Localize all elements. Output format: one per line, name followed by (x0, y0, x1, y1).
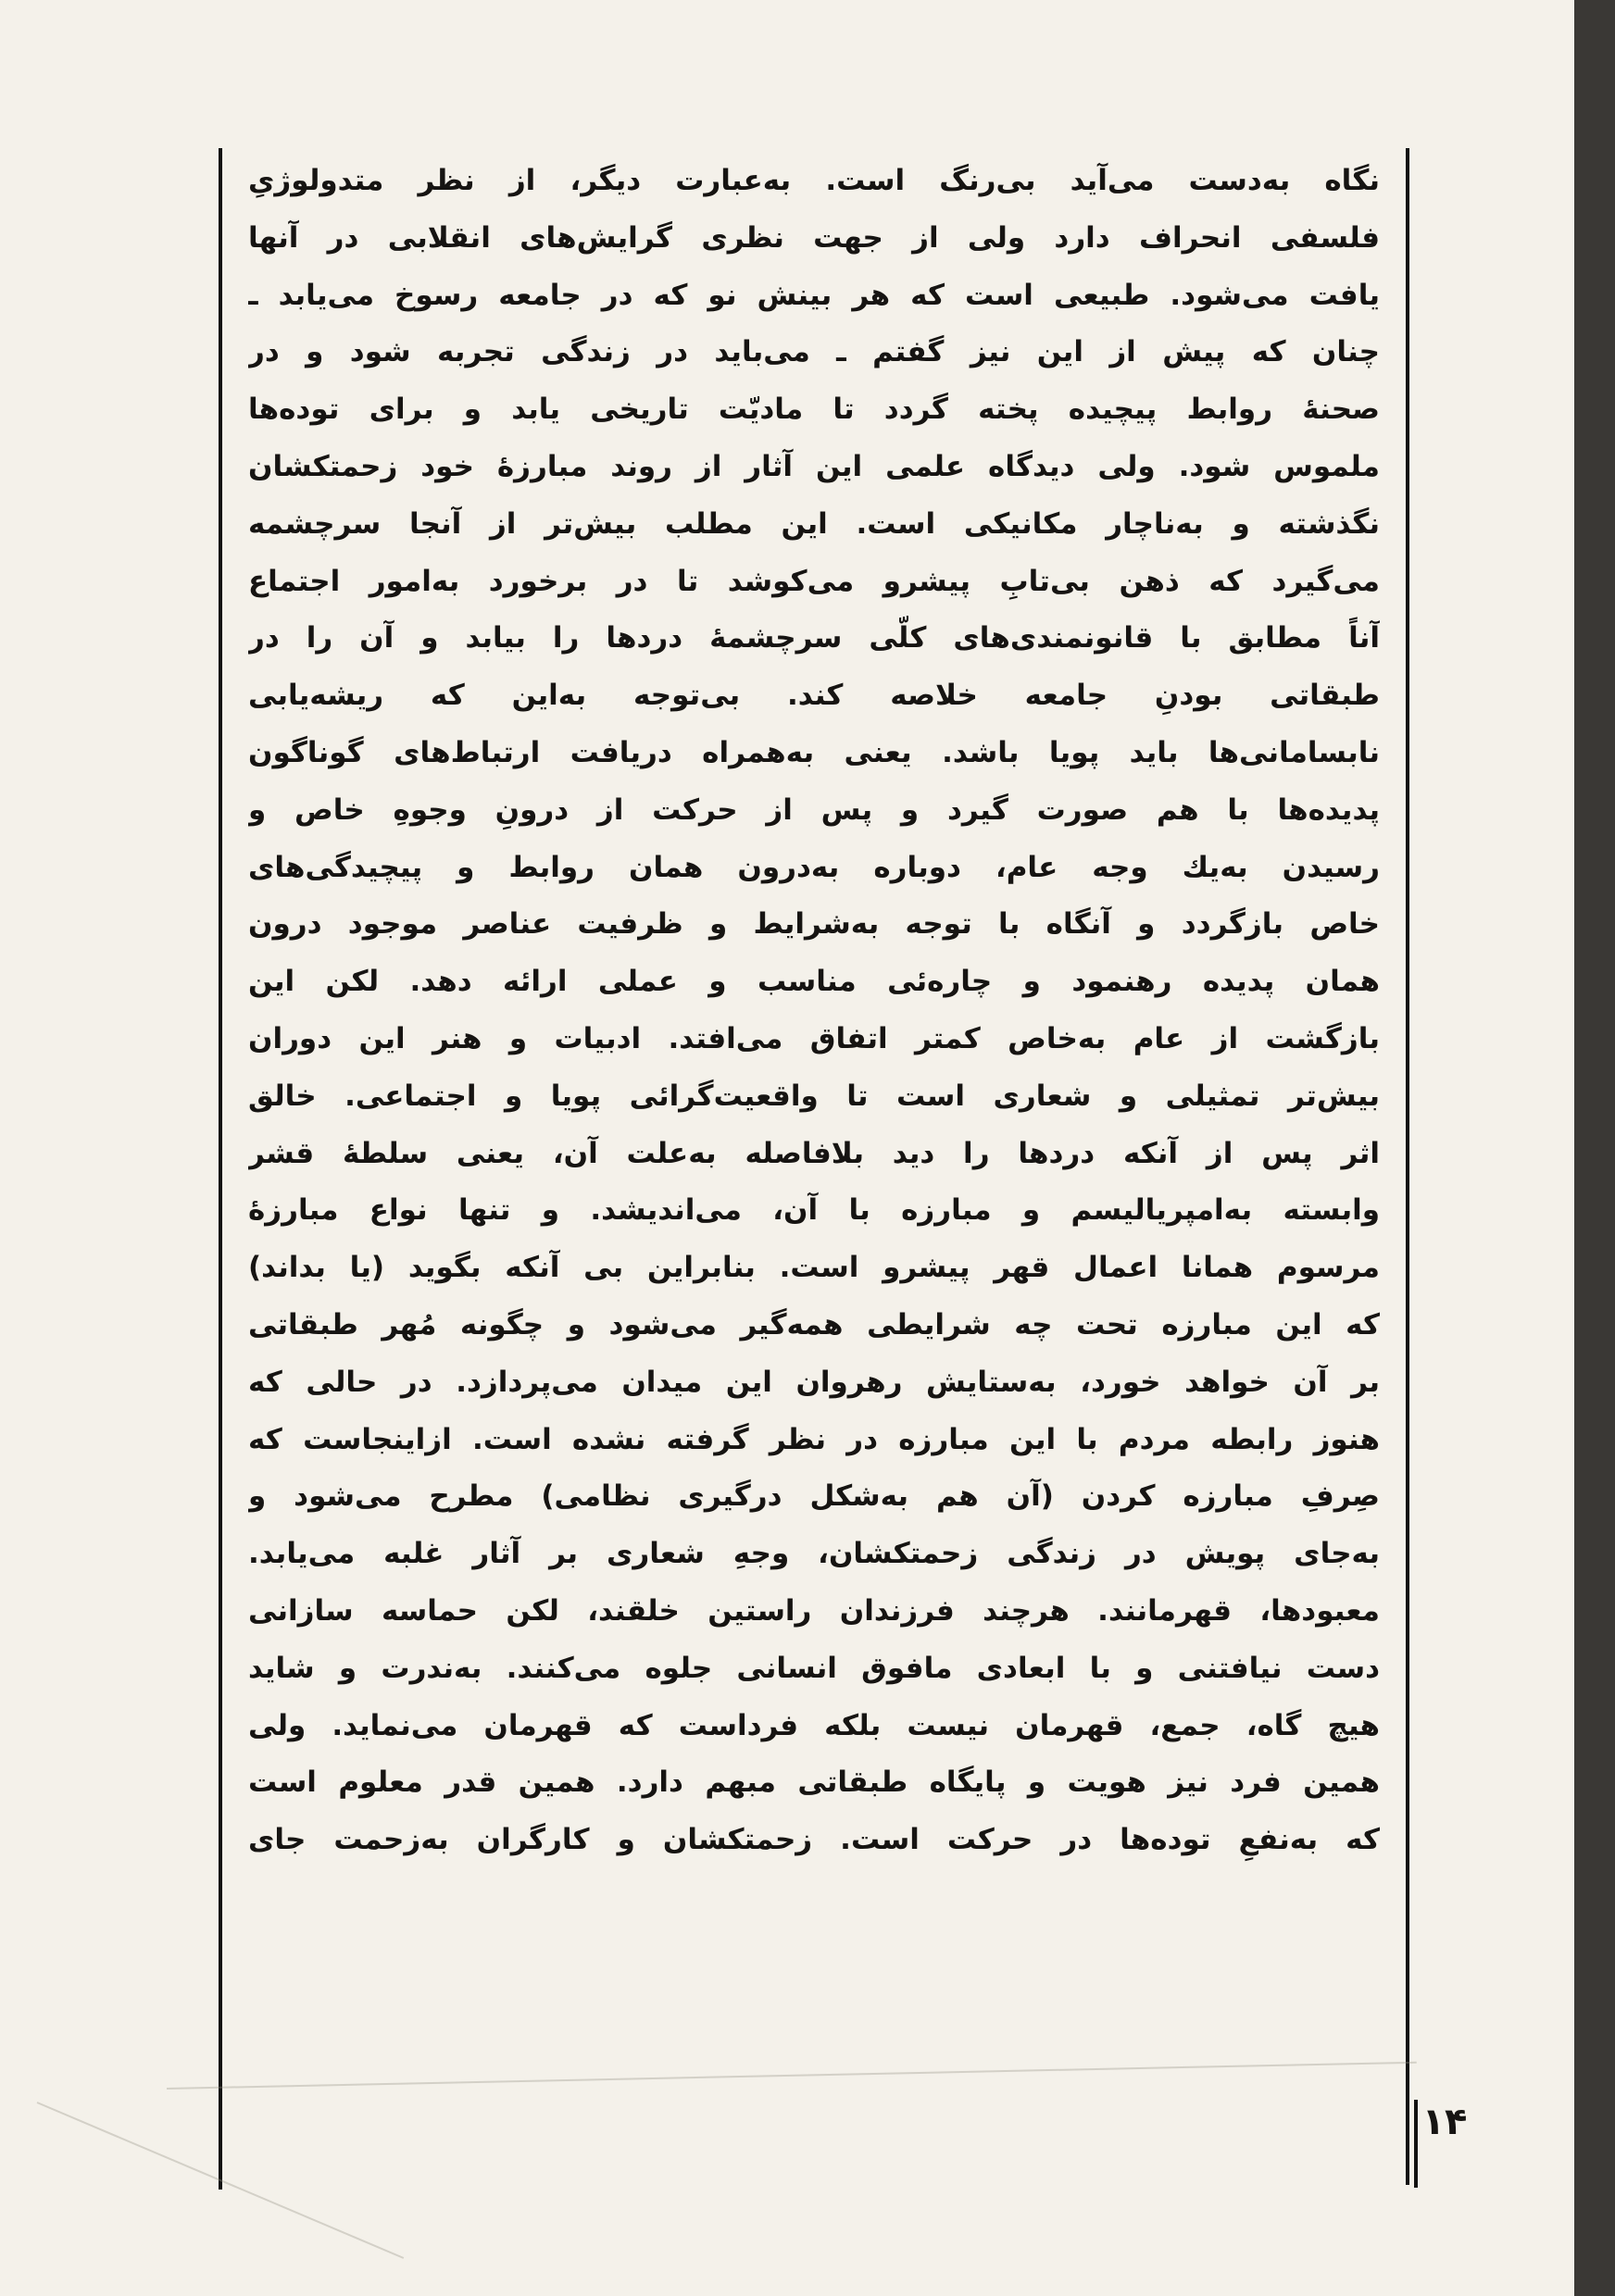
text-line: مرسوم همانا اعمال قهر پیشرو است. بنابراین بی آنکه بگوید (یا بداند) (248, 1251, 1380, 1285)
body-text (248, 153, 1380, 2176)
text-line: به‌جای پویش در زندگی زحمتکشان، وجهِ شعاری بر آثار غلبه می‌یابد. (248, 1537, 1380, 1571)
text-line: دست نیافتنی و با ابعادی مافوق انسانی جلوه می‌کنند. به‌ندرت و شاید (248, 1651, 1380, 1685)
text-line: نابسامانی‌ها باید پویا باشد. یعنی به‌همراه دریافت ارتباط‌های گوناگون (248, 735, 1380, 769)
text-line: معبودها، قهرمانند. هرچند فرزندان راستین خلقند، لکن حماسه سازانی (248, 1593, 1380, 1628)
text-line: نگاه به‌دست می‌آید بی‌رنگ است. به‌عبارت دیگر، از نظر متدولوژیِ (248, 164, 1380, 197)
page-number: ۱۴ (1421, 2101, 1468, 2143)
text-line: بر آن خواهد خورد، به‌ستایش رهروان این میدان می‌پردازد. در حالی که (248, 1365, 1380, 1399)
text-line: صِرفِ مبارزه کردن (آن هم به‌شکل درگیری نظامی) مطرح می‌شود و (248, 1479, 1380, 1514)
left-margin-rule (219, 148, 222, 2190)
text-line: چنان که پیش از این نیز گفتم ـ می‌باید در زندگی تجربه شود و در (248, 335, 1380, 369)
right-margin-rule (1406, 148, 1409, 2185)
text-line: هنوز رابطه مردم با این مبارزه در نظر گرفته نشده است. ازاینجاست که (248, 1422, 1380, 1456)
text-line: فلسفی انحراف دارد ولی از جهت نظری گرایش‌های انقلابی در آنها (248, 220, 1380, 255)
text-line: هیچ گاه، جمع، قهرمان نیست بلکه فرداست که قهرمان می‌نماید. ولی (248, 1708, 1380, 1742)
text-line: رسیدن به‌یك وجه عام، دوباره به‌درون همان روابط و پیچیدگی‌های (248, 850, 1380, 884)
text-line: می‌گیرد که ذهن بی‌تابِ پیشرو می‌کوشد تا در برخورد به‌امور اجتماع (248, 564, 1380, 598)
text-line: یافت می‌شود. طبیعی است که هر بینش نو که در جامعه رسوخ می‌یابد ـ (248, 278, 1380, 312)
text-line: بازگشت از عام به‌خاص کمتر اتفاق می‌افتد. ادبیات و هنر این دوران (248, 1021, 1380, 1055)
text-line: صحنهٔ روابط پیچیده پخته گردد تا مادیّت تاریخی یابد و برای توده‌ها (248, 393, 1380, 427)
text-line: اثر پس از آنکه دردها را دید بلافاصله به‌علت آن، یعنی سلطهٔ قشر (248, 1136, 1380, 1170)
text-line: خاص بازگردد و آنگاه با توجه به‌شرایط و ظرفیت عناصر موجود درون (248, 907, 1380, 942)
text-line: وابسته به‌امپریالیسم و مبارزه با آن، می‌اندیشد. و تنها نواع مبارزهٔ (248, 1193, 1380, 1228)
text-line: نگذشته و به‌ناچار مکانیکی است. این مطلب بیش‌تر از آنجا سرچشمه (248, 506, 1380, 541)
text-line: همین فرد نیز هویت و پایگاه طبقاتی مبهم دارد. همین قدر معلوم است (248, 1766, 1380, 1800)
text-line: طبقاتی بودنِ جامعه خلاصه کند. بی‌توجه به‌این که ریشه‌یابی (248, 679, 1380, 713)
text-line: که به‌نفعِ توده‌ها در حرکت است. زحمتکشان و کارگران به‌زحمت جای (248, 1823, 1380, 1857)
text-line: بیش‌تر تمثیلی و شعاری است تا واقعیت‌گرائی پویا و اجتماعی. خالق (248, 1079, 1380, 1113)
text-line: آناً مطابق با قانونمندی‌های کلّی سرچشمهٔ دردها را بیابد و آن را در (248, 621, 1380, 655)
text-line: پدیده‌ها با هم صورت گیرد و پس از حرکت از درونِ وجوهِ خاص و (248, 792, 1380, 827)
text-line: همان پدیده رهنمود و چاره‌ئی مناسب و عملی ارائه دهد. لکن این (248, 965, 1380, 999)
text-line: ملموس شود. ولی دیدگاه علمی این آثار از روند مبارزهٔ خود زحمتکشان (248, 449, 1380, 483)
scan-edge (1574, 0, 1615, 2296)
text-line: که این مبارزه تحت چه شرایطی همه‌گیر می‌شود و چگونه مُهر طبقاتی (248, 1307, 1380, 1341)
